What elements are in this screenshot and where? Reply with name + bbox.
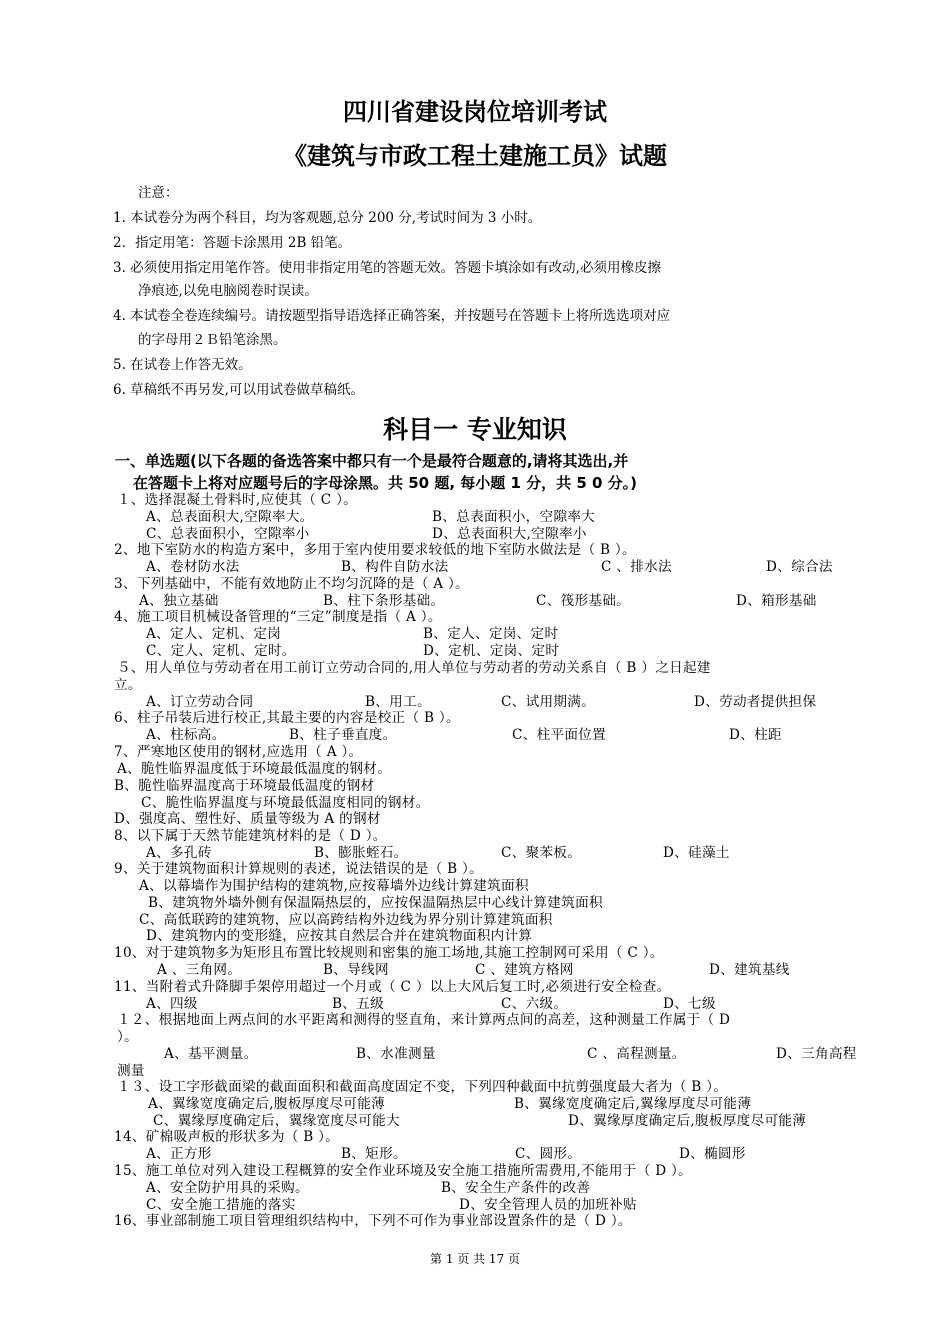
option: 测量 xyxy=(117,1063,145,1079)
option: C、筏形基础。 xyxy=(536,593,631,609)
option: A、翼缘宽度确定后,腹板厚度尽可能薄 xyxy=(148,1096,386,1112)
option: A、独立基础 xyxy=(139,593,219,609)
option: D、建筑基线 xyxy=(709,962,790,978)
question-text: 8、以下属于天然节能建筑材料的是（ D ）。 xyxy=(114,828,387,844)
option: D、强度高、塑性好、质量等级为 A 的钢材 xyxy=(114,811,381,827)
option: C、试用期满。 xyxy=(501,694,596,710)
option: C、安全施工措施的落实 xyxy=(146,1197,296,1213)
option: A、脆性临界温度低于环境最低温度的钢材。 xyxy=(117,761,392,777)
option: D、七级 xyxy=(663,996,716,1012)
option: B、柱下条形基础。 xyxy=(323,593,445,609)
option: C、六级。 xyxy=(501,996,568,1012)
option: D、三角高程 xyxy=(776,1046,857,1062)
option: D、定机、定岗、定时 xyxy=(423,643,560,659)
option: C、脆性临界温度与环境最低温度相同的钢材。 xyxy=(141,795,430,811)
question-text: 10、对于建筑物多为矩形且布置比较规则和密集的施工场地,其施工控制网可采用（ C ）。 xyxy=(114,945,664,961)
question-text: １３、设工字形截面梁的截面面积和截面高度固定不变，下列四种截面中抗剪强度最大者为（ B ）。 xyxy=(117,1079,728,1095)
exam-subtitle: 《建筑与市政工程土建施工员》试题 xyxy=(283,142,667,170)
notes-heading: 注意： xyxy=(138,185,179,201)
option: A、基平测量。 xyxy=(164,1046,258,1062)
option: B、矩形。 xyxy=(341,1146,407,1162)
question-text: 3、下列基础中，不能有效地防止不均匀沉降的是（ A ）。 xyxy=(114,576,469,592)
option: A、以幕墙作为围护结构的建筑物,应按幕墙外边线计算建筑面积 xyxy=(139,878,529,894)
question-text: １２、根据地面上两点间的水平距离和测得的竖直角，来计算两点间的高差，这种测量工作属于（ D xyxy=(117,1012,731,1028)
option: B、导线网 xyxy=(323,962,389,978)
option: A、定人、定机、定岗 xyxy=(146,626,282,642)
option: C、聚苯板。 xyxy=(501,845,582,861)
question-text: 11、当附着式升降脚手架停用超过一个月或（ C ）以上大风后复工时,必须进行安全检查。 xyxy=(114,979,671,995)
option: D、翼缘厚度确定后,腹板厚度尽可能薄 xyxy=(568,1113,807,1129)
note-item: 1. 本试卷分为两个科目，均为客观题,总分 200 分,考试时间为 3 小时。 xyxy=(113,210,542,226)
question-text: ）。 xyxy=(117,1029,138,1045)
option: D、安全管理人员的加班补贴 xyxy=(459,1197,637,1213)
subject-heading: 科目一 专业知识 xyxy=(383,415,567,444)
question-text: 立。 xyxy=(114,677,142,693)
question-text: 15、施工单位对列入建设工程概算的安全作业环境及安全施工措施所需费用,不能用于（ D ）。 xyxy=(114,1163,693,1179)
option: A、正方形 xyxy=(146,1146,212,1162)
option: A、安全防护用具的采购。 xyxy=(146,1180,309,1196)
option: B、翼缘宽度确定后,翼缘厚度尽可能薄 xyxy=(514,1096,752,1112)
question-text: 16、事业部制施工项目管理组织结构中，下列不可作为事业部设置条件的是（ D ）。 xyxy=(114,1213,632,1229)
section-heading: 在答题卡上将对应题号后的字母涂黑。共 50 题, 每小题 1 分，共 5 0 分。) xyxy=(133,474,638,492)
question-text: ５、用人单位与劳动者在用工前订立劳动合同的,用人单位与劳动者的劳动关系自（ B ）之日起建 xyxy=(117,660,711,676)
option: D、总表面积大,空隙率小 xyxy=(432,526,587,542)
option: B、膨胀蛭石。 xyxy=(314,845,408,861)
option: C 、排水法 xyxy=(601,559,672,575)
option: C、定人、定机、定时。 xyxy=(146,643,296,659)
option: D、箱形基础 xyxy=(736,593,817,609)
option: B、脆性临界温度高于环境最低温度的钢材 xyxy=(114,778,375,794)
option: D、椭圆形 xyxy=(679,1146,746,1162)
note-item: 2．指定用笔：答题卡涂黑用 2B 铅笔。 xyxy=(113,235,352,251)
question-text: 7、严寒地区使用的钢材,应选用（ A ）。 xyxy=(114,744,363,760)
question-text: 2、地下室防水的构造方案中，多用于室内使用要求较低的地下室防水做法是（ B ）。 xyxy=(114,542,636,558)
option: B、用工。 xyxy=(365,694,431,710)
note-item: 4. 本试卷全卷连续编号。请按题型指导语选择正确答案，并按题号在答题卡上将所选选项对应 xyxy=(113,308,671,324)
note-item: 净痕迹,以免电脑阅卷时误读。 xyxy=(138,283,318,299)
option: C、圆形。 xyxy=(515,1146,582,1162)
option: A、多孔砖 xyxy=(146,845,212,861)
option: A 、三角网。 xyxy=(157,962,242,978)
option: D、柱距 xyxy=(729,727,782,743)
option: C、翼缘厚度确定后，翼缘宽度尽可能大 xyxy=(153,1113,400,1129)
option: B、水准测量 xyxy=(356,1046,436,1062)
question-text: 14、矿棉吸声板的形状多为（ B ）。 xyxy=(114,1129,340,1145)
option: D、劳动者提供担保 xyxy=(694,694,817,710)
note-item: 5. 在试卷上作答无效。 xyxy=(113,357,252,373)
option: A、总表面积大,空隙率大。 xyxy=(146,509,314,525)
option: C 、建筑方格网 xyxy=(475,962,574,978)
note-item: 的字母用２Ｂ铅笔涂黑。 xyxy=(138,332,287,348)
option: C、高低联跨的建筑物，应以高跨结构外边线为界分别计算建筑面积 xyxy=(139,912,553,928)
exam-title: 四川省建设岗位培训考试 xyxy=(343,98,607,126)
note-item: 3. 必须使用指定用笔作答。使用非指定用笔的答题无效。答题卡填涂如有改动,必须用橡皮擦 xyxy=(113,260,661,276)
option: A、柱标高。 xyxy=(146,727,226,743)
question-text: 4、施工项目机械设备管理的“三定”制度是指（ A ）。 xyxy=(114,609,442,625)
option: B、总表面积小，空隙率大 xyxy=(432,509,596,525)
option: A、卷材防水法 xyxy=(146,559,240,575)
page-footer: 第 1 页 共 17 页 xyxy=(430,1252,520,1266)
option: D、硅藻土 xyxy=(663,845,730,861)
question-text: 9、关于建筑物面积计算规则的表述，说法错误的是（ B ）。 xyxy=(114,861,484,877)
option: C、总表面积小，空隙率小 xyxy=(146,526,310,542)
note-item: 6. 草稿纸不再另发,可以用试卷做草稿纸。 xyxy=(113,382,364,398)
option: B、建筑物外墙外侧有保温隔热层的，应按保温隔热层中心线计算建筑面积 xyxy=(148,895,603,911)
section-heading: 一、单选题(以下各题的备选答案中都只有一个是最符合题意的,请将其选出,并 xyxy=(115,452,629,470)
option: B、安全生产条件的改善 xyxy=(441,1180,591,1196)
option: B、构件自防水法 xyxy=(341,559,449,575)
option: A、四级 xyxy=(146,996,198,1012)
option: B、柱子垂直度。 xyxy=(289,727,397,743)
option: C、柱平面位置 xyxy=(512,727,607,743)
option: B、定人、定岗、定时 xyxy=(423,626,559,642)
option: D、综合法 xyxy=(766,559,833,575)
option: D、建筑物内的变形缝，应按其自然层合并在建筑物面积内计算 xyxy=(146,928,533,944)
question-text: 6、柱子吊装后进行校正,其最主要的内容是校正（ B ）。 xyxy=(114,710,460,726)
option: C 、高程测量。 xyxy=(587,1046,686,1062)
question-text: １、选择混凝土骨料时,应使其（ C ）。 xyxy=(117,492,358,508)
option: A、订立劳动合同 xyxy=(146,694,254,710)
option: B、五级 xyxy=(332,996,384,1012)
